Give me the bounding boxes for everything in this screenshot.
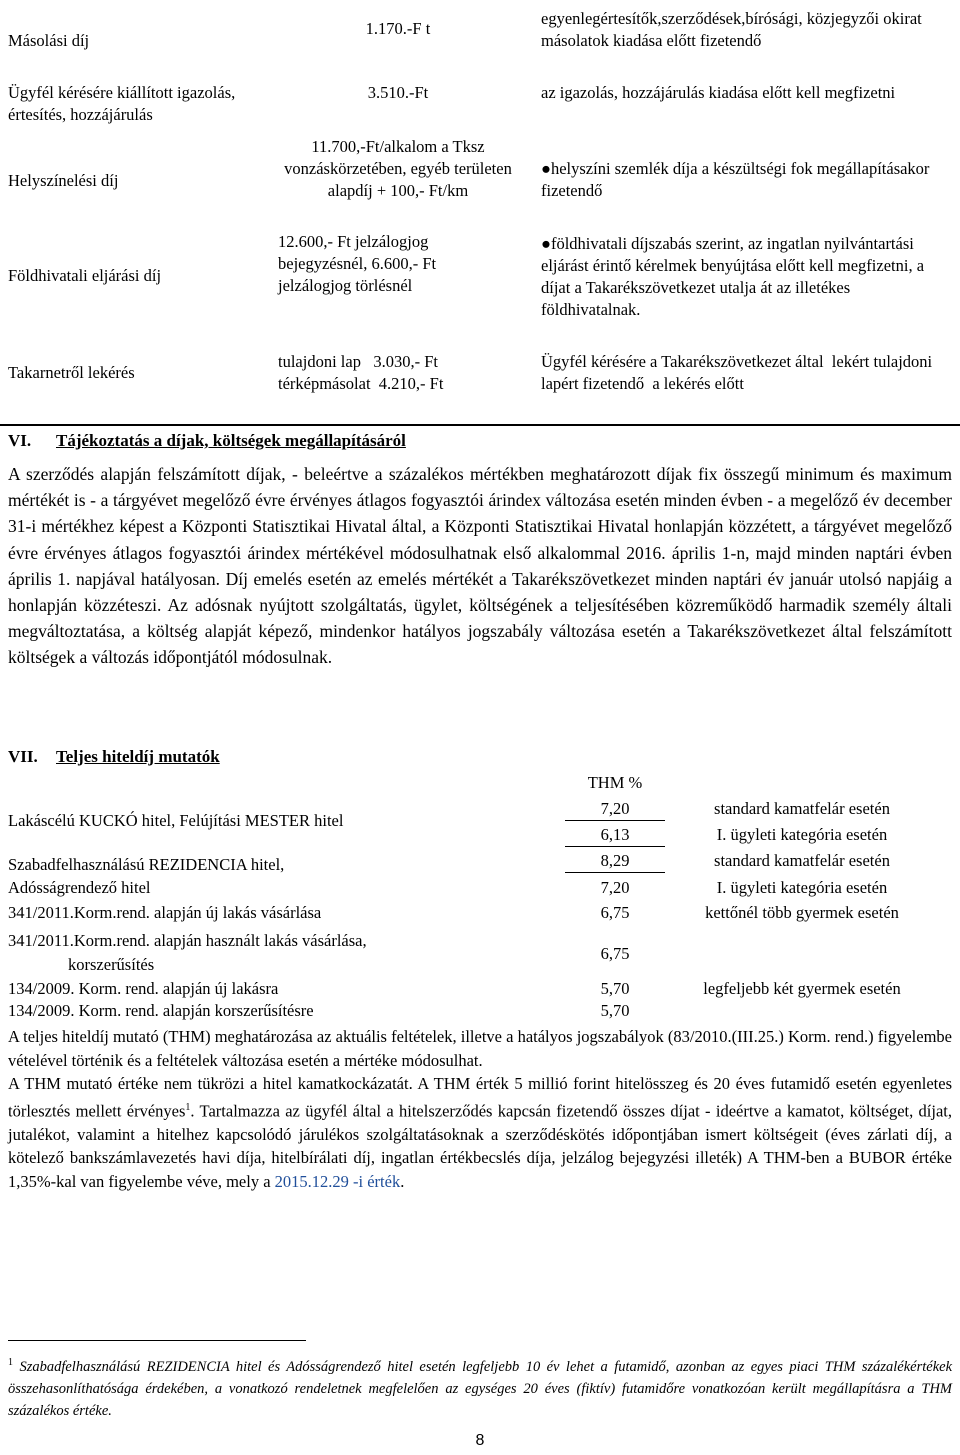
thm-value: 7,20 — [565, 798, 665, 821]
fee-table — [0, 0, 960, 424]
loan-name: 341/2011.Korm.rend. alapján új lakás vásárlása — [8, 903, 322, 922]
loan-name: 134/2009. Korm. rend. alapján korszerűsítésre — [8, 1001, 314, 1020]
fee-note: ●földhivatali díjszabás szerint, az ingatlan nyilvántartási eljárást érintő kérelmek benyújtása előtt kell megfizetni, a díjat a Takarékszövetkezet utalja át az illetékes földhivatalnak. — [541, 234, 925, 319]
fee-name: Takarnetről lekérés — [8, 363, 135, 382]
body-paragraph: A szerződés alapján felszámított díjak, - beleértve a százalékos mértékben meghatározott díjak fix összegű minimum és maximum mértékét is - a tárgyévet megelőző évre érvényes átlagos fogyasztói árindex változása esetén minden évben - a megelőző év december 31-i mértékhez képest a Központi Statisztikai Hivatal által, a Központi Statisztikai Hivatal honlapján közzétett, a tárgyévet megelőző évre érvényes átlagos fogyasztói árindex mértékével módosulhatnak első alkalommal 2016. április 1-n, majd minden naptári évben április 1. napjával hatályosan. Díj emelés esetén az emelés mértékét a Takarékszövetkezet minden naptári év január utolsó napjáig a honlapján közzéteszi. Az adósnak nyújtott szolgáltatás, ügylet, költségének a teljesítésében közreműködő harmadik személy általi megváltoztatása, a költség alapját képező, mindenkor hatályos jogszabály változása esetén a Takarékszövetkezet által felszámított költségek a változás időpontjától módosulnak. — [8, 464, 952, 668]
fee-name: Földhivatali eljárási díj — [8, 266, 162, 285]
thm-text: A THM mutató értéke nem tükrözi a hitel kamatkockázatát. A THM érték 5 millió forint hitelösszeg és 20 éves futamidő esetén egyenletes törlesztés mellett érvényes — [8, 1074, 952, 1120]
thm-value: 5,70 — [600, 979, 630, 998]
thm-value: 6,75 — [600, 944, 630, 963]
footnote — [8, 1352, 952, 1422]
fee-amount: 1.170.-F t — [365, 19, 431, 38]
thm-explanation — [8, 1025, 952, 1193]
fee-note: egyenlegértesítők,szerződések,bírósági, közjegyzői okirat másolatok kiadása előtt fizetendő — [541, 9, 922, 50]
thm-paragraph: A teljes hiteldíj mutató (THM) meghatározása az aktuális feltételek, illetve a hatályos jogszabályok (83/2010.(III.25.) Korm. rend.) figyelembe vételével történik és a feltételek változása esetén a mértéke módosulhat. — [8, 1027, 952, 1070]
thm-note: legfeljebb két gyermek esetén — [703, 979, 901, 998]
loan-name: Szabadfelhasználású REZIDENCIA hitel, — [8, 855, 285, 874]
section-title: Tájékoztatás a díjak, költségek megállapításáról — [56, 431, 406, 450]
footnote-marker: 1 — [8, 1357, 13, 1368]
thm-paragraph — [8, 1072, 952, 1193]
fee-amount: 3.510.-Ft — [367, 83, 429, 102]
footnote-rule — [8, 1340, 306, 1341]
fee-amount: 11.700,-Ft/alkalom a Tksz vonzáskörzetében, egyéb területen alapdíj + 100,- Ft/km — [284, 137, 512, 200]
thm-note: standard kamatfelár esetén — [714, 851, 890, 870]
page-number: 8 — [475, 1432, 485, 1449]
fee-amount: 12.600,- Ft jelzálogjog bejegyzésnél, 6.600,- Ft jelzálogjog törlésnél — [278, 232, 437, 295]
footnote-text: Szabadfelhasználású REZIDENCIA hitel és Adósságrendező hitel esetén legfeljebb 10 év lehet a futamidő, azonban az egyes piaci THM százalékértékek összehasonlíthatósága érdekében, a vonatkozó rendeletnek megfelelően az egységes 20 éves (fiktív) futamidőre vonatkozóan került megállapításra a THM százalékos értéke. — [8, 1358, 953, 1419]
thm-note: I. ügyleti kategória esetén — [716, 825, 888, 844]
fee-name: Ügyfél kérésére kiállított igazolás, értesítés, hozzájárulás — [8, 83, 236, 124]
fee-amount-line: térképmásolat 4.210,- Ft — [278, 374, 444, 393]
thm-value: 7,20 — [600, 878, 630, 897]
thm-note: I. ügyleti kategória esetén — [716, 878, 888, 897]
thm-value: 6,13 — [565, 824, 665, 847]
fee-note: ●helyszíni szemlék díja a készültségi fok megállapításakor fizetendő — [541, 159, 930, 200]
thm-text: . — [400, 1171, 405, 1191]
thm-note: standard kamatfelár esetén — [714, 799, 890, 818]
section-number: VII. — [8, 747, 38, 766]
section-vi-body — [8, 461, 952, 671]
fee-note: Ügyfél kérésére a Takarékszövetkezet által lekért tulajdoni lapért fizetendő a lekérés előtt — [541, 352, 937, 393]
loan-name: korszerűsítés — [68, 955, 155, 974]
fee-name: Helyszínelési díj — [8, 171, 119, 190]
fee-note: az igazolás, hozzájárulás kiadása előtt kell megfizetni — [541, 83, 896, 102]
thm-value: 5,70 — [600, 1001, 630, 1020]
loan-name: Adósságrendező hitel — [8, 878, 151, 897]
thm-value: 8,29 — [565, 850, 665, 873]
fee-name: Másolási díj — [8, 31, 90, 50]
section-number: VI. — [8, 431, 32, 450]
thm-value: 6,75 — [600, 903, 630, 922]
fee-amount-line: tulajdoni lap 3.030,- Ft — [278, 352, 438, 371]
loan-name: Lakáscélú KUCKÓ hitel, Felújítási MESTER hitel — [8, 811, 344, 830]
thm-note: kettőnél több gyermek esetén — [705, 903, 899, 922]
section-title: Teljes hiteldíj mutatók — [56, 747, 220, 766]
footnote-ref: 1 — [185, 1101, 191, 1113]
loan-name: 134/2009. Korm. rend. alapján új lakásra — [8, 979, 279, 998]
date-value: 2015.12.29 -i érték — [274, 1171, 401, 1191]
thm-text: . Tartalmazza az ügyfél által a hitelszerződés kapcsán fizetendő összes díjat - ideértve a kamatot, költséget, díjat, jutalékot, valamint a hitelhez kapcsolódó járulékos szolgáltatásoknak a szerződéskötés időpontjában ismert költségeit (éves zárlati díj, a kötelező bankszámlavezetés havi díja, hitelbírálati díj, ingatlan értékbecslés díja, jelzálog bejegyzési illeték) A THM-ben a BUBOR értéke 1,35%-kal van figyelembe véve, mely a — [8, 1101, 953, 1191]
thm-column-header: THM % — [587, 773, 643, 792]
loan-name: 341/2011.Korm.rend. alapján használt lakás vásárlása, — [8, 931, 367, 950]
section-vi-heading — [8, 430, 406, 452]
section-vii-heading — [8, 746, 220, 768]
table-bottom-border — [0, 424, 960, 426]
